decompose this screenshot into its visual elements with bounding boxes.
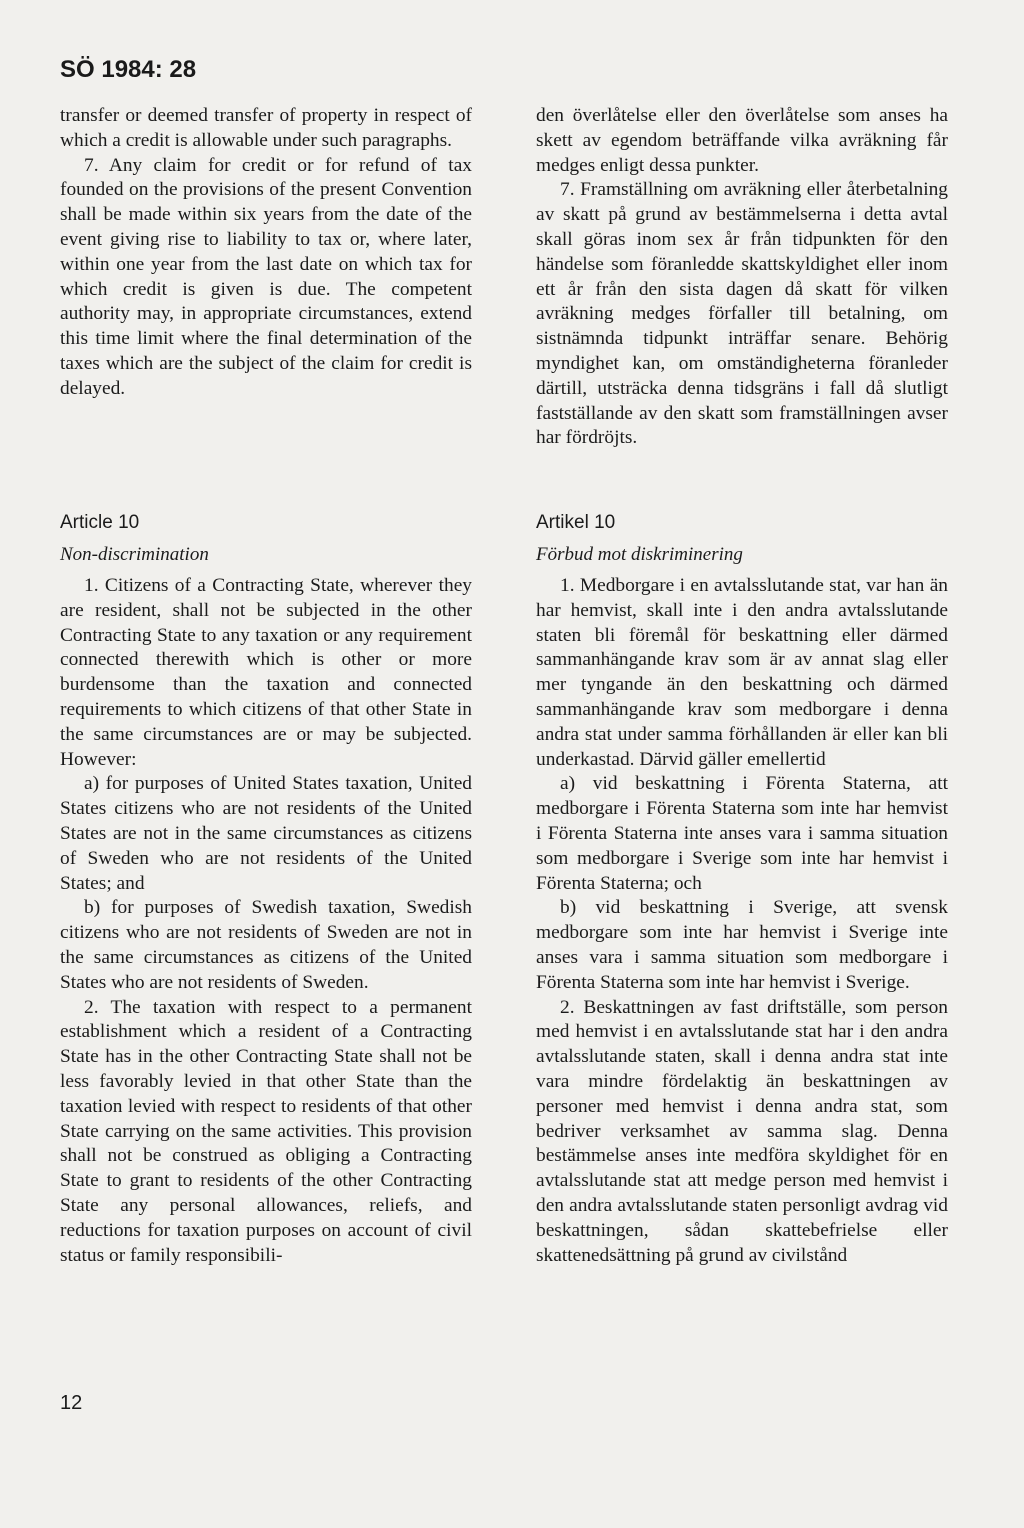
swedish-body-paragraph: a) vid beskattning i Förenta Staterna, att medborgare i Förenta Staterna som inte har hemvist i Förenta Staterna inte anses vara i samma situation som medborgare i Sverige som inte har hemvist i Förenta Staterna; och (536, 773, 948, 894)
swedish-body-column (536, 574, 948, 1268)
page-header: SÖ 1984: 28 (60, 56, 197, 83)
english-article-heading (60, 510, 472, 568)
swedish-article-heading (536, 510, 948, 568)
swedish-article-title: Artikel 10 (536, 512, 616, 533)
english-body-paragraph: a) for purposes of United States taxation, United States citizens who are not residents of the United States are not in the same circumstances as citizens of Sweden who are not residents of the United States; and (60, 773, 472, 894)
swedish-intro-paragraph: 7. Framställning om avräkning eller återbetalning av skatt på grund av bestämmelserna i detta avtal skall göras inom sex år från tidpunkten för den händelse som föranledde skattskyldighet eller inom ett år från den sista dagen då skatt för vilken avräkning medges förfaller till betalning, om sistnämnda tidpunkt inträffar senare. Behörig myndighet kan, om omständigheterna föranleder därtill, utsträcka denna tidsgräns i fall då slutligt fastställande av den skatt som framställningen avser har fördröjts. (536, 179, 948, 449)
swedish-body-paragraph: 1. Medborgare i en avtalsslutande stat, var han än har hemvist, skall inte i den andra avtalsslutande staten bli föremål för beskattning eller därmed sammanhängande krav som är av annat slag eller mer tyngande än den beskattning och därmed sammanhängande krav som medborgare i denna andra stat under samma förhållanden är eller kan bli underkastad. Därvid gäller emellertid (536, 575, 948, 770)
swedish-body-paragraph: b) vid beskattning i Sverige, att svensk medborgare som inte har hemvist i Sverige inte anses vara i samma situation som medborgare i Förenta Staterna som inte har hemvist i Sverige. (536, 897, 948, 993)
english-body-paragraph: b) for purposes of Swedish taxation, Swedish citizens who are not residents of Sweden are not in the same circumstances as citizens of the United States who are not residents of Sweden. (60, 897, 472, 993)
english-article-subtitle: Non-discrimination (60, 544, 209, 565)
swedish-intro-paragraph: den överlåtelse eller den överlåtelse som anses ha skett av egendom beträffande vilka avräkning får medges enligt dessa punkter. (536, 105, 948, 176)
page-number: 12 (60, 1392, 83, 1414)
english-body-column (60, 574, 472, 1268)
swedish-article-subtitle: Förbud mot diskriminering (536, 544, 743, 565)
english-intro-paragraph: 7. Any claim for credit or for refund of tax founded on the provisions of the present Convention shall be made within six years from the date of the event giving rise to liability to tax or, where later, within one year from the last date on which tax for which credit is given is due. The competent authority may, in appropriate circumstances, extend this time limit where the final determination of the taxes which are the subject of the claim for credit is delayed. (60, 154, 472, 399)
english-intro-column (60, 104, 472, 402)
swedish-intro-column (536, 104, 948, 451)
english-body-paragraph: 1. Citizens of a Contracting State, wherever they are resident, shall not be subjected in the other Contracting State to any taxation or any requirement connected therewith which is other or more burdensome than the taxation and connected requirements to which citizens of that other State in the same circumstances are or may be subjected. However: (60, 575, 472, 770)
english-intro-paragraph: transfer or deemed transfer of property in respect of which a credit is allowable under such paragraphs. (60, 105, 472, 151)
english-article-title: Article 10 (60, 512, 140, 533)
swedish-body-paragraph: 2. Beskattningen av fast driftställe, som person med hemvist i en avtalsslutande stat har i den andra avtalsslutande staten, skall i denna andra stat inte vara mindre fördelaktig än beskattningen av personer med hemvist i denna andra stat, som bedriver verksamhet av samma slag. Denna bestämmelse anses inte medföra skyldighet för en avtalsslutande stat att medge person med hemvist i den andra avtalsslutande staten personligt avdrag vid beskattningen, sådan skattebefrielse eller skattenedsättning på grund av civilstånd (536, 996, 948, 1266)
english-body-paragraph: 2. The taxation with respect to a permanent establishment which a resident of a Contracting State has in the other Contracting State shall not be less favorably levied in that other State than the taxation levied with respect to residents of that other State carrying on the same activities. This provision shall not be construed as obliging a Contracting State to grant to residents of the other Contracting State any personal allowances, reliefs, and reductions for taxation purposes on account of civil status or family responsibili- (60, 996, 472, 1266)
